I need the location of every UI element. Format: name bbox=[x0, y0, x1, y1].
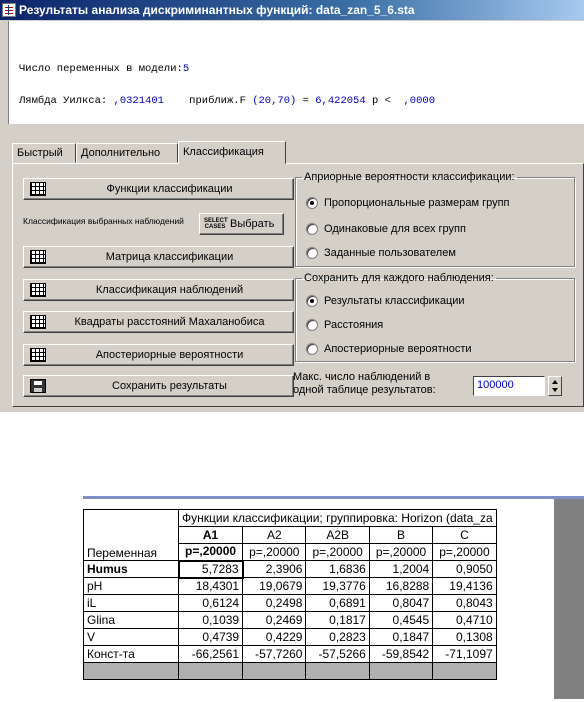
empty-cell[interactable] bbox=[84, 663, 179, 680]
table-cell[interactable]: 0,4739 bbox=[179, 629, 243, 646]
radio-selected-icon bbox=[306, 197, 318, 209]
vars-in-model-line bbox=[19, 63, 189, 75]
table-cell[interactable]: 18,4301 bbox=[179, 578, 243, 595]
column-header-b[interactable]: B bbox=[369, 527, 432, 544]
radio-label: Одинаковые для всех групп bbox=[324, 223, 466, 235]
lambda-label: Лямбда Уилкса: bbox=[19, 95, 108, 107]
table-grid-icon bbox=[30, 250, 46, 264]
row-label[interactable]: Glina bbox=[84, 612, 179, 629]
row-label[interactable]: iL bbox=[84, 595, 179, 612]
priors-option-proportional[interactable] bbox=[306, 197, 510, 209]
wilks-lambda-line bbox=[19, 95, 435, 107]
radio-label: Апостериорные вероятности bbox=[324, 343, 472, 355]
priors-group-title: Априорные вероятности классификации: bbox=[304, 171, 515, 183]
table-cell[interactable]: 1,2004 bbox=[369, 561, 432, 578]
f-value: 6,422054 bbox=[315, 95, 366, 107]
button-label: Матрица классификации bbox=[105, 251, 234, 263]
save-results-button[interactable] bbox=[23, 375, 294, 397]
table-grid-icon bbox=[30, 315, 46, 329]
table-grid-icon bbox=[30, 283, 46, 297]
classification-matrix-button[interactable] bbox=[23, 246, 294, 268]
row-label[interactable]: pH bbox=[84, 578, 179, 595]
table-cell[interactable]: 0,2823 bbox=[306, 629, 369, 646]
title-bar bbox=[0, 0, 584, 20]
table-cell[interactable]: 19,3776 bbox=[306, 578, 369, 595]
approx-f-label: приближ.F bbox=[189, 95, 246, 107]
empty-cell[interactable] bbox=[433, 663, 496, 680]
radio-label: Заданные пользователем bbox=[324, 247, 456, 259]
table-cell[interactable]: 0,4545 bbox=[369, 612, 432, 629]
save-option-classification[interactable] bbox=[306, 295, 465, 307]
button-label: Функции классификации bbox=[106, 183, 233, 195]
radio-icon bbox=[306, 319, 318, 331]
lambda-value: ,0321401 bbox=[113, 95, 164, 107]
table-cell[interactable]: 1,6836 bbox=[306, 561, 369, 578]
table-row-empty bbox=[84, 663, 497, 680]
table-cell-selected[interactable]: 5,7283 bbox=[179, 561, 243, 578]
table-cell[interactable]: 0,2498 bbox=[243, 595, 306, 612]
select-cases-caption: Классификация выбранных наблюдений bbox=[23, 216, 184, 226]
equals-sign: = bbox=[302, 95, 309, 107]
spreadsheet-title: Функции классификации; группировка: Horizon (data_za bbox=[179, 510, 497, 527]
table-cell[interactable]: 2,3906 bbox=[243, 561, 306, 578]
column-prior-a2: p=,20000 bbox=[243, 544, 306, 561]
tab-quick[interactable]: Быстрый bbox=[12, 143, 76, 163]
table-cell[interactable]: 16,8288 bbox=[369, 578, 432, 595]
table-cell[interactable]: 0,8043 bbox=[433, 595, 496, 612]
radio-icon bbox=[306, 247, 318, 259]
df-value: (20,70) bbox=[252, 95, 297, 107]
table-cell[interactable]: -59,8542 bbox=[369, 646, 432, 663]
table-row bbox=[84, 646, 497, 663]
button-label: Выбрать bbox=[230, 218, 275, 230]
max-cases-input[interactable]: 100000 bbox=[473, 376, 545, 396]
select-cases-icon: SELECT CASES bbox=[204, 218, 228, 230]
table-cell[interactable]: 0,8047 bbox=[369, 595, 432, 612]
button-label: Сохранить результаты bbox=[112, 380, 227, 392]
table-cell[interactable]: -66,2561 bbox=[179, 646, 243, 663]
statistica-app-icon[interactable] bbox=[2, 3, 16, 17]
row-label[interactable]: Конст-та bbox=[84, 646, 179, 663]
max-cases-label: Макс. число наблюдений в одной таблице результатов: bbox=[293, 371, 436, 396]
table-cell[interactable]: 0,1308 bbox=[433, 629, 496, 646]
radio-selected-icon bbox=[306, 295, 318, 307]
radio-icon bbox=[306, 223, 318, 235]
table-row bbox=[84, 578, 497, 595]
column-name: A1 bbox=[202, 527, 219, 542]
select-button[interactable] bbox=[199, 213, 284, 235]
table-cell[interactable]: 0,6124 bbox=[179, 595, 243, 612]
column-prior-a2b: p=,20000 bbox=[306, 544, 369, 561]
table-grid-icon bbox=[30, 182, 46, 196]
radio-icon bbox=[306, 343, 318, 355]
table-cell[interactable]: -57,5266 bbox=[306, 646, 369, 663]
button-label: Классификация наблюдений bbox=[95, 284, 244, 296]
table-cell[interactable]: 19,4136 bbox=[433, 578, 496, 595]
posterior-probabilities-button[interactable] bbox=[23, 344, 294, 366]
mahalanobis-distances-button[interactable] bbox=[23, 311, 294, 333]
radio-label: Расстояния bbox=[324, 319, 384, 331]
classification-panel bbox=[12, 163, 584, 407]
column-header-a1[interactable] bbox=[179, 527, 243, 544]
vars-value: 5 bbox=[182, 63, 190, 75]
column-prior-c: p=,20000 bbox=[433, 544, 496, 561]
p-label: p < bbox=[371, 95, 391, 107]
column-header-a2b[interactable]: A2B bbox=[306, 527, 369, 544]
p-value: ,0000 bbox=[403, 95, 436, 107]
empty-cell[interactable] bbox=[369, 663, 432, 680]
sheet-gray-area bbox=[554, 499, 584, 699]
column-prior-b: p=,20000 bbox=[369, 544, 432, 561]
column-header-a2[interactable]: A2 bbox=[243, 527, 306, 544]
table-cell[interactable]: 0,1847 bbox=[369, 629, 432, 646]
table-cell[interactable]: 19,0679 bbox=[243, 578, 306, 595]
classification-functions-spreadsheet bbox=[83, 496, 584, 699]
classification-table bbox=[83, 509, 497, 680]
table-cell[interactable]: 0,9050 bbox=[433, 561, 496, 578]
save-group-title: Сохранить для каждого наблюдения: bbox=[304, 272, 494, 284]
table-cell[interactable]: -57,7260 bbox=[243, 646, 306, 663]
empty-cell[interactable] bbox=[306, 663, 369, 680]
column-prior-a1 bbox=[179, 544, 243, 561]
save-option-distances[interactable] bbox=[306, 319, 383, 331]
save-disk-icon bbox=[30, 379, 46, 393]
table-cell[interactable]: 0,1817 bbox=[306, 612, 369, 629]
table-row bbox=[84, 629, 497, 646]
results-summary bbox=[8, 21, 584, 124]
table-cell[interactable]: 0,2469 bbox=[243, 612, 306, 629]
radio-label: Результаты классификации bbox=[324, 295, 465, 307]
table-cell[interactable]: 0,4229 bbox=[243, 629, 306, 646]
empty-cell[interactable] bbox=[179, 663, 243, 680]
tab-advanced[interactable]: Дополнительно bbox=[76, 143, 178, 163]
empty-cell[interactable] bbox=[243, 663, 306, 680]
row-label[interactable]: Humus bbox=[84, 561, 179, 578]
table-row bbox=[84, 612, 497, 629]
window-title: Результаты анализа дискриминантных функций: data_zan_5_6.sta bbox=[19, 3, 415, 17]
table-cell[interactable]: 0,4710 bbox=[433, 612, 496, 629]
save-option-posterior[interactable] bbox=[306, 343, 472, 355]
table-cell[interactable]: -71,1097 bbox=[433, 646, 496, 663]
tab-classification[interactable]: Классификация bbox=[178, 141, 286, 164]
priors-option-equal[interactable] bbox=[306, 223, 466, 235]
classification-of-cases-button[interactable] bbox=[23, 279, 294, 301]
prior-value: p=,20000 bbox=[185, 544, 237, 559]
priors-group bbox=[295, 171, 575, 267]
row-header-label: Переменная bbox=[84, 510, 179, 561]
vars-label: Число переменных в модели: bbox=[19, 63, 183, 75]
radio-label: Пропорциональные размерам групп bbox=[324, 197, 510, 209]
table-grid-icon bbox=[30, 348, 46, 362]
classification-functions-button[interactable] bbox=[23, 178, 294, 200]
priors-option-user[interactable] bbox=[306, 247, 456, 259]
max-cases-spinner[interactable] bbox=[548, 376, 562, 396]
row-label[interactable]: V bbox=[84, 629, 179, 646]
save-per-case-group bbox=[295, 272, 575, 362]
select-cases-row bbox=[23, 213, 294, 237]
button-label: Апостериорные вероятности bbox=[95, 349, 244, 361]
table-row bbox=[84, 595, 497, 612]
table-row bbox=[84, 561, 497, 578]
table-cell[interactable]: 0,1039 bbox=[179, 612, 243, 629]
table-cell[interactable]: 0,6891 bbox=[306, 595, 369, 612]
button-label: Квадраты расстояний Махаланобиса bbox=[74, 316, 265, 328]
column-header-c[interactable]: C bbox=[433, 527, 496, 544]
